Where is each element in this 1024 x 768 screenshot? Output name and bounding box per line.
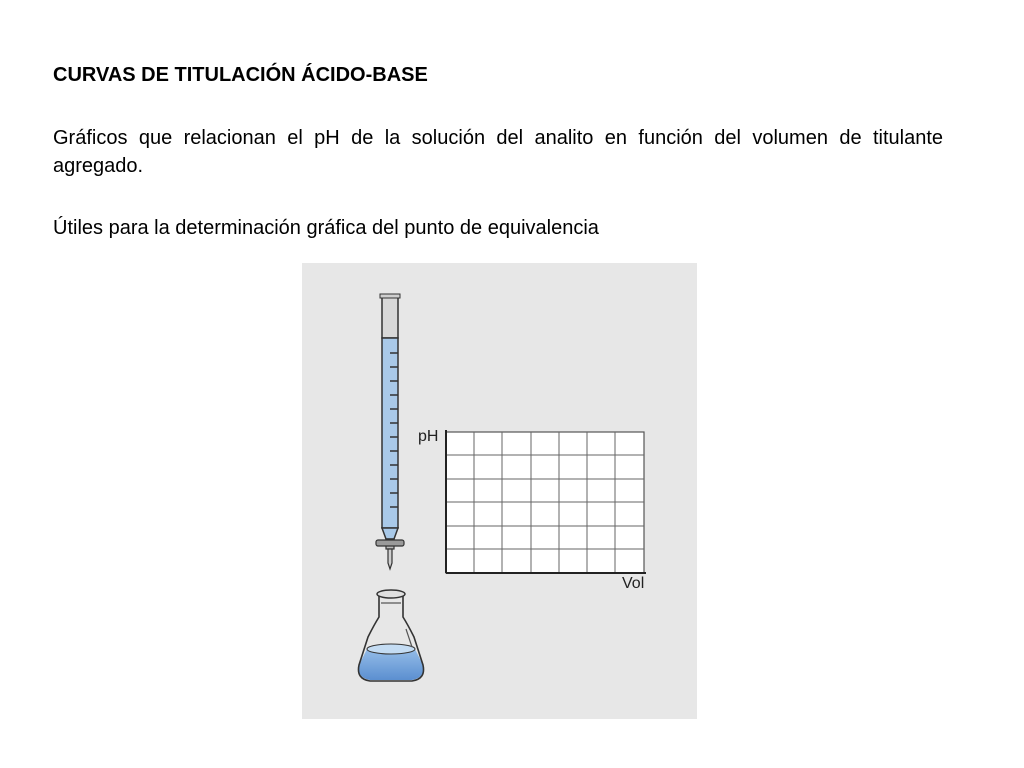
titration-illustration: [302, 263, 697, 719]
burette-top: [382, 296, 398, 338]
ph-vol-grid: [446, 430, 646, 573]
purpose-paragraph: Útiles para la determinación gráfica del punto de equivalencia: [53, 217, 599, 239]
erlenmeyer-flask: [358, 590, 423, 681]
titration-figure: [302, 263, 697, 719]
flask-rim: [377, 590, 405, 598]
description-paragraph: Gráficos que relacionan el pH de la solución del analito en función del volumen de titulante agregado.: [53, 127, 943, 177]
x-axis-label: Vol: [622, 575, 645, 592]
burette-taper: [382, 528, 398, 539]
burette-rim: [380, 294, 400, 298]
y-axis-label: pH: [418, 428, 439, 445]
burette-stopcock-handle: [376, 540, 404, 546]
slide-title: CURVAS DE TITULACIÓN ÁCIDO-BASE: [53, 64, 428, 86]
flask-liquid-surface: [367, 644, 415, 654]
burette: [376, 294, 404, 569]
burette-tip: [388, 549, 392, 569]
